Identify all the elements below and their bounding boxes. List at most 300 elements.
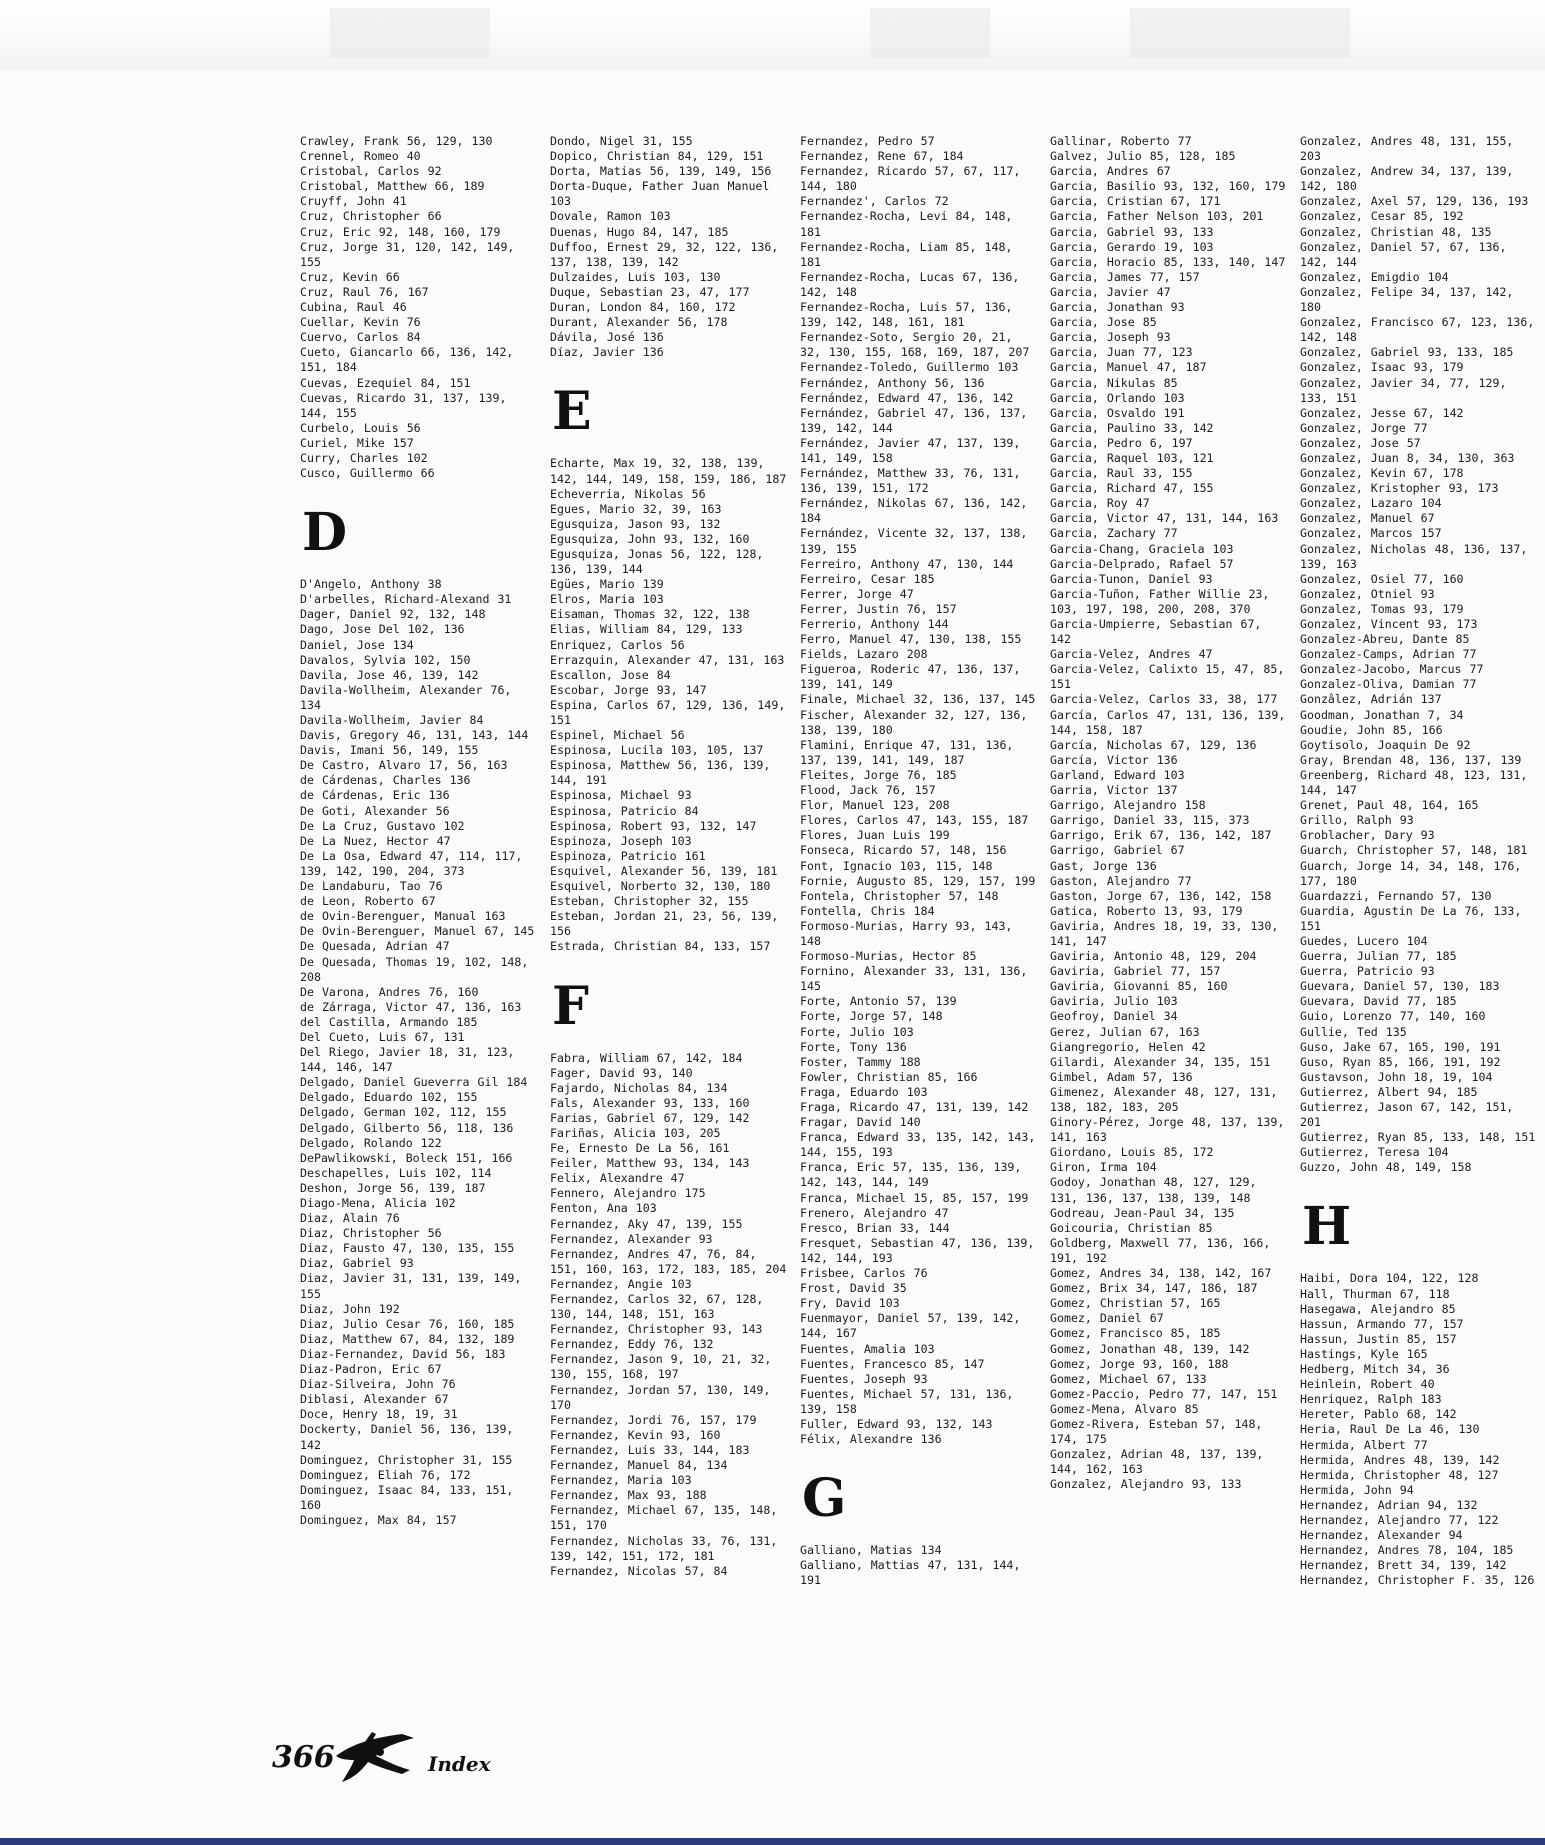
index-entry: Egusquiza, John 93, 132, 160 xyxy=(550,531,750,546)
index-entry: Goodman, Jonathan 7, 34 xyxy=(1300,707,1464,722)
index-entry: Esquivel, Alexander 56, 139, 181 xyxy=(550,863,778,878)
index-entry: Frenero, Alejandro 47 xyxy=(800,1205,949,1220)
index-entry: Curbelo, Louis 56 xyxy=(300,420,421,435)
index-entry: Gonzalez, Manuel 67 xyxy=(1300,511,1435,526)
index-entry: Dorta, Matias 56, 139, 149, 156 xyxy=(550,164,772,179)
index-entry: Gonzalez, Jesse 67, 142 xyxy=(1300,405,1464,420)
index-entry: Gonzalez, Adrian 48, 137, 139, 144, 162, 163 xyxy=(1050,1447,1264,1477)
index-entry: Fernandez-Rocha, Lucas 67, 136, 142, 148 xyxy=(800,269,1020,299)
index-entry: Gutierrez, Ryan 85, 133, 148, 151 xyxy=(1300,1130,1536,1145)
index-entry: García, Nicholas 67, 129, 136 xyxy=(1050,737,1257,752)
index-entry: Ferreiro, Cesar 185 xyxy=(800,571,935,586)
index-entry: Fontela, Christopher 57, 148 xyxy=(800,888,999,903)
index-entry: Delgado, Gilberto 56, 118, 136 xyxy=(300,1120,514,1135)
index-entry: Garcia, Osvaldo 191 xyxy=(1050,405,1185,420)
index-entry: Guzzo, John 48, 149, 158 xyxy=(1300,1160,1472,1175)
index-entry: Garcia, Gabriel 93, 133 xyxy=(1050,224,1214,239)
index-entry: Gaviria, Giovanni 85, 160 xyxy=(1050,979,1228,994)
index-entry: Garcia, Victor 47, 131, 144, 163 xyxy=(1050,511,1279,526)
index-entry: Ferrer, Jorge 47 xyxy=(800,586,914,601)
index-entry: del Castilla, Armando 185 xyxy=(300,1014,478,1029)
index-entry: Fernandez, Max 93, 188 xyxy=(550,1488,707,1503)
index-entry: Gutierrez, Jason 67, 142, 151, 201 xyxy=(1300,1100,1514,1130)
index-entry: Dovale, Ramon 103 xyxy=(550,209,671,224)
index-entry: Forte, Julio 103 xyxy=(800,1024,914,1039)
index-entry: Escobar, Jorge 93, 147 xyxy=(550,682,707,697)
index-entry: Duenas, Hugo 84, 147, 185 xyxy=(550,224,729,239)
index-entry: Fuentes, Francesco 85, 147 xyxy=(800,1356,985,1371)
index-entry: Galliano, Mattias 47, 131, 144, 191 xyxy=(800,1558,1021,1588)
index-entry: Gomez-Paccio, Pedro 77, 147, 151 xyxy=(1050,1386,1278,1401)
index-entry: Gutierrez, Teresa 104 xyxy=(1300,1145,1449,1160)
index-entry: Fernandez, Eddy 76, 132 xyxy=(550,1337,714,1352)
index-entry: Gonzalez, Gabriel 93, 133, 185 xyxy=(1300,345,1514,360)
index-entry: Hasegawa, Alejandro 85 xyxy=(1300,1301,1456,1316)
index-entry: Gonzalez-Abreu, Dante 85 xyxy=(1300,632,1470,647)
index-entry: Esteban, Jordan 21, 23, 56, 139, 156 xyxy=(550,909,779,939)
index-entry: Fernandez-Rocha, Luis 57, 136, 139, 142, 148, 161, 181 xyxy=(800,300,1013,330)
index-entry: Gonzalez, Francisco 67, 123, 136, 142, 148 xyxy=(1300,315,1535,345)
index-entry: D'arbelles, Richard-Alexand 31 xyxy=(300,592,512,607)
index-entry: Fontella, Chris 184 xyxy=(800,903,935,918)
index-entry: Formoso-Murias, Harry 93, 143, 148 xyxy=(800,918,1013,948)
index-entry: Crawley, Frank 56, 129, 130 xyxy=(300,134,493,148)
index-entry: Gomez, Brix 34, 147, 186, 187 xyxy=(1050,1281,1258,1296)
index-column-2 xyxy=(550,134,788,1579)
index-entry: Gomez-Rivera, Esteban 57, 148, 174, 175 xyxy=(1050,1416,1263,1447)
index-entry: Garcia, Jonathan 93 xyxy=(1050,300,1185,315)
index-entry: Davalos, Sylvia 102, 150 xyxy=(300,652,471,667)
index-entry: De Landaburu, Tao 76 xyxy=(300,879,443,894)
index-entry: Espinosa, Patricio 84 xyxy=(550,803,699,818)
index-entry: Gaviria, Andres 18, 19, 33, 130, 141, 147 xyxy=(1050,918,1279,948)
index-entry: Gonzalez, Otniel 93 xyxy=(1300,586,1435,601)
index-entry: Guardia, Agustin De La 76, 133, 151 xyxy=(1300,903,1522,933)
index-entry: Cueto, Giancarlo 66, 136, 142, 151, 184 xyxy=(300,345,514,375)
index-entry: Hedberg, Mitch 34, 36 xyxy=(1300,1362,1450,1377)
index-entry: Font, Ignacio 103, 115, 148 xyxy=(800,858,993,873)
index-entry: Davila, Jose 46, 139, 142 xyxy=(300,667,479,682)
index-entry: Diaz-Fernandez, David 56, 183 xyxy=(300,1346,506,1361)
index-entry: Gonzalez-Jacobo, Marcus 77 xyxy=(1300,662,1484,677)
index-entry: Enriquez, Carlos 56 xyxy=(550,637,685,652)
index-entry: De La Nuez, Hector 47 xyxy=(300,833,451,848)
index-entry: Fuentes, Michael 57, 131, 136, 139, 158 xyxy=(800,1386,1014,1416)
index-entry: Dominguez, Eliah 76, 172 xyxy=(300,1467,471,1482)
index-entry: Gonzalez, Lazaro 104 xyxy=(1300,496,1442,511)
bleed-through-mark xyxy=(1130,8,1350,58)
index-entry: Garcia, Raquel 103, 121 xyxy=(1050,450,1214,465)
index-entry: Cubina, Raul 46 xyxy=(300,300,407,315)
index-entry: Garcia, Gerardo 19, 103 xyxy=(1050,239,1214,254)
index-entry: De Quesada, Adrian 47 xyxy=(300,939,450,954)
index-entry: Garcia, Nikulas 85 xyxy=(1050,375,1178,390)
index-entry: Daniel, Jose 134 xyxy=(300,637,414,652)
index-entry: Fuenmayor, Daniel 57, 139, 142, 144, 167 xyxy=(800,1311,1021,1341)
index-entry: Franca, Edward 33, 135, 142, 143, 144, 155, 193 xyxy=(800,1130,1036,1160)
index-entry: Fernández, Anthony 56, 136 xyxy=(800,375,985,390)
index-entry: De La Osa, Edward 47, 114, 117, 139, 142, 190, 204, 373 xyxy=(300,848,523,878)
index-entry: Gomez, Michael 67, 133 xyxy=(1050,1371,1207,1386)
index-entry: Godoy, Jonathan 48, 127, 129, 131, 136, 137, 138, 139, 148 xyxy=(1050,1175,1257,1205)
index-entry: Galliano, Matias 134 xyxy=(800,1543,942,1558)
index-entry: Fernandez-Toledo, Guillermo 103 xyxy=(800,360,1019,375)
section-letter-g: G xyxy=(802,1468,847,1530)
index-entry: Fager, David 93, 140 xyxy=(550,1065,693,1080)
index-entry: Gomez, Jorge 93, 160, 188 xyxy=(1050,1356,1229,1371)
index-entry: Gonzalez, Juan 8, 34, 130, 363 xyxy=(1300,450,1515,465)
index-entry: Garcia-Chang, Graciela 103 xyxy=(1050,541,1234,556)
index-entry: Elias, William 84, 129, 133 xyxy=(550,622,743,637)
index-entry: Foster, Tammy 188 xyxy=(800,1054,921,1069)
index-entry: Garcia-Umpierre, Sebastian 67, 142 xyxy=(1050,617,1262,647)
index-entry: Formoso-Murias, Hector 85 xyxy=(800,949,977,964)
section-label: Index xyxy=(428,1752,491,1776)
index-entry: Fernandez-Soto, Sergio 20, 21, 32, 130, 155, 168, 169, 187, 207 xyxy=(800,330,1030,360)
index-entry: Garrigo, Alejandro 158 xyxy=(1050,798,1206,813)
index-entry: Gaston, Alejandro 77 xyxy=(1050,873,1192,888)
index-entry: Garrigo, Gabriel 67 xyxy=(1050,843,1185,858)
index-entry: Fischer, Alexander 32, 127, 136, 138, 139, 180 xyxy=(800,707,1028,737)
index-entry: Diaz, Alain 76 xyxy=(300,1211,400,1226)
index-entry: Guso, Ryan 85, 166, 191, 192 xyxy=(1300,1054,1501,1069)
index-entry: Félix, Alexandre 136 xyxy=(800,1432,942,1447)
index-entry: Fariñas, Alicia 103, 205 xyxy=(550,1125,721,1140)
index-entry: Fuller, Edward 93, 132, 143 xyxy=(800,1416,993,1431)
index-entry: Goicouria, Christian 85 xyxy=(1050,1220,1213,1235)
index-entry: Espina, Carlos 67, 129, 136, 149, 151 xyxy=(550,697,786,727)
index-entry: Gonzalez, Jose 57 xyxy=(1300,435,1421,450)
index-entry: Dockerty, Daniel 56, 136, 139, 142 xyxy=(300,1422,514,1452)
index-entry: Fernandez, Nicholas 33, 76, 131, 139, 142, 151, 172, 181 xyxy=(550,1533,778,1563)
index-entry: Espinosa, Robert 93, 132, 147 xyxy=(550,818,757,833)
index-entry: Hernandez, Brett 34, 139, 142 xyxy=(1300,1558,1507,1573)
index-entry: Garcia-Tunon, Daniel 93 xyxy=(1050,571,1213,586)
index-entry: Diaz, Matthew 67, 84, 132, 189 xyxy=(300,1331,515,1346)
index-entry: Dager, Daniel 92, 132, 148 xyxy=(300,607,486,622)
index-entry: D'Angelo, Anthony 38 xyxy=(300,577,442,592)
index-entry: Delgado, Eduardo 102, 155 xyxy=(300,1090,478,1105)
index-entry: Geofroy, Daniel 34 xyxy=(1050,1009,1178,1024)
index-entry: Egües, Mario 139 xyxy=(550,577,664,592)
index-entry: Dulzaides, Luis 103, 130 xyxy=(550,269,721,284)
index-entry: Goldberg, Maxwell 77, 136, 166, 191, 192 xyxy=(1050,1235,1271,1265)
index-entry: Cuervo, Carlos 84 xyxy=(300,330,421,345)
index-entry: Gonzalez, Tomas 93, 179 xyxy=(1300,601,1464,616)
index-entry: Guso, Jake 67, 165, 190, 191 xyxy=(1300,1039,1501,1054)
index-entry: Fornie, Augusto 85, 129, 157, 199 xyxy=(800,873,1036,888)
index-entry: Gutierrez, Albert 94, 185 xyxy=(1300,1084,1478,1099)
index-entry: Echeverria, Nikolas 56 xyxy=(550,486,706,501)
index-entry: Guedes, Lucero 104 xyxy=(1300,933,1428,948)
index-entry: Diaz-Padron, Eric 67 xyxy=(300,1362,442,1377)
index-entry: Fernandez, Luis 33, 144, 183 xyxy=(550,1442,750,1457)
index-entry: Cuellar, Kevin 76 xyxy=(300,315,421,330)
index-entry: Garcia, Zachary 77 xyxy=(1050,526,1178,541)
index-entry: Gaviria, Julio 103 xyxy=(1050,994,1178,1009)
index-column-4 xyxy=(1050,134,1288,1492)
index-entry: Fernandez, Alexander 93 xyxy=(550,1231,713,1246)
index-entry: Hernandez, Alexander 94 xyxy=(1300,1528,1463,1543)
index-entry: Garcia, Roy 47 xyxy=(1050,496,1150,511)
index-entry: Deshon, Jorge 56, 139, 187 xyxy=(300,1180,486,1195)
index-entry: DePawlikowski, Boleck 151, 166 xyxy=(300,1150,513,1165)
index-entry: Cruz, Raul 76, 167 xyxy=(300,284,429,299)
index-entry: Gonzalez, Vincent 93, 173 xyxy=(1300,617,1478,631)
index-entry: Diaz, Gabriel 93 xyxy=(300,1256,414,1271)
index-entry: Garcia-Tuñon, Father Willie 23, 103, 197, 198, 200, 208, 370 xyxy=(1050,586,1270,616)
index-entry: Farias, Gabriel 67, 129, 142 xyxy=(550,1110,750,1125)
index-entry: Guardazzi, Fernando 57, 130 xyxy=(1300,888,1492,903)
index-entry: Ferrerio, Anthony 144 xyxy=(800,617,949,631)
index-entry: Hastings, Kyle 165 xyxy=(1300,1346,1428,1361)
index-entry: de Cárdenas, Eric 136 xyxy=(300,788,450,803)
index-entry: Fernández, Edward 47, 136, 142 xyxy=(800,390,1014,405)
index-entry: Cruz, Kevin 66 xyxy=(300,269,400,284)
index-entry: García, Victor 136 xyxy=(1050,752,1178,767)
index-entry: Garcia, Orlando 103 xyxy=(1050,390,1185,405)
index-entry: Dorta-Duque, Father Juan Manuel 103 xyxy=(550,179,770,209)
index-entry: Cruz, Eric 92, 148, 160, 179 xyxy=(300,224,501,239)
index-entry: Delgado, Rolando 122 xyxy=(300,1135,442,1150)
index-entry: Guevara, David 77, 185 xyxy=(1300,994,1457,1009)
index-entry: Fennero, Alejandro 175 xyxy=(550,1186,706,1201)
index-entry: Gomez, Andres 34, 138, 142, 167 xyxy=(1050,1266,1272,1281)
index-entry: Dominguez, Isaac 84, 133, 151, 160 xyxy=(300,1482,514,1512)
index-entry: Henriquez, Ralph 183 xyxy=(1300,1392,1442,1407)
index-entry: Guarch, Christopher 57, 148, 181 xyxy=(1300,843,1528,858)
index-entry: Groblacher, Dary 93 xyxy=(1300,828,1435,843)
index-entry: Fernandez, Ricardo 57, 67, 117, 144, 180 xyxy=(800,164,1021,194)
index-entry: de Leon, Roberto 67 xyxy=(300,894,436,909)
index-entry: Gonzalez, Isaac 93, 179 xyxy=(1300,360,1464,375)
index-entry: Garcia, Juan 77, 123 xyxy=(1050,345,1193,360)
index-entry: Crennel, Romeo 40 xyxy=(300,149,421,164)
index-entry: Diaz, Christopher 56 xyxy=(300,1226,442,1241)
index-entry: Fernandez, Jason 9, 10, 21, 32, 130, 155, 168, 197 xyxy=(550,1352,772,1382)
index-entry: Guerra, Julian 77, 185 xyxy=(1300,949,1457,964)
index-entry: Fuentes, Joseph 93 xyxy=(800,1371,928,1386)
index-entry: Ferro, Manuel 47, 130, 138, 155 xyxy=(800,632,1022,647)
index-entry: De Varona, Andres 76, 160 xyxy=(300,984,479,999)
index-entry: Fernandez', Carlos 72 xyxy=(800,194,949,209)
index-entry: Gonzalez, Osiel 77, 160 xyxy=(1300,571,1464,586)
index-entry: Gast, Jorge 136 xyxy=(1050,858,1157,873)
index-entry: De Goti, Alexander 56 xyxy=(300,803,450,818)
index-entry: Dominguez, Max 84, 157 xyxy=(300,1512,457,1527)
index-entry: Duran, London 84, 160, 172 xyxy=(550,300,736,315)
index-entry: Finale, Michael 32, 136, 137, 145 xyxy=(800,692,1036,707)
index-entry: Guio, Lorenzo 77, 140, 160 xyxy=(1300,1009,1486,1024)
index-entry: Dávila, José 136 xyxy=(550,330,664,345)
index-entry: Fowler, Christian 85, 166 xyxy=(800,1069,978,1084)
index-entry: Gimenez, Alexander 48, 127, 131, 138, 182, 183, 205 xyxy=(1050,1084,1278,1114)
index-entry: Gonzalez, Marcos 157 xyxy=(1300,526,1442,541)
index-entry: Deschapelles, Luis 102, 114 xyxy=(300,1165,492,1180)
index-entry: Fernandez, Angie 103 xyxy=(550,1276,692,1291)
index-entry: Fernandez, Jordan 57, 130, 149, 170 xyxy=(550,1382,771,1412)
index-entry: Fernández, Nikolas 67, 136, 142, 184 xyxy=(800,496,1028,526)
index-entry: Giangregorio, Helen 42 xyxy=(1050,1039,1206,1054)
index-entry: Hernandez, Adrian 94, 132 xyxy=(1300,1497,1478,1512)
index-entry: Del Cueto, Luis 67, 131 xyxy=(300,1029,465,1044)
index-entry: Fernandez, Nicolas 57, 84 xyxy=(550,1563,728,1578)
index-entry: Garrigo, Erik 67, 136, 142, 187 xyxy=(1050,828,1272,843)
index-entry: Davila-Wollheim, Javier 84 xyxy=(300,713,484,727)
index-entry: Gerez, Julian 67, 163 xyxy=(1050,1024,1200,1039)
index-entry: Cristobal, Matthew 66, 189 xyxy=(300,179,485,194)
index-entry: Gonzalez-Oliva, Damian 77 xyxy=(1300,677,1477,692)
index-entry: Garcia-Velez, Andres 47 xyxy=(1050,647,1213,662)
index-entry: Gaston, Jorge 67, 136, 142, 158 xyxy=(1050,888,1272,903)
index-entry: Goytisolo, Joaquin De 92 xyxy=(1300,737,1471,752)
index-entry: Garcia, Richard 47, 155 xyxy=(1050,481,1214,496)
index-entry: Garcia, Horacio 85, 133, 140, 147 xyxy=(1050,254,1286,269)
index-entry: Gonzâlez, Adrián 137 xyxy=(1300,692,1442,707)
index-entry: Grillo, Ralph 93 xyxy=(1300,813,1414,828)
index-entry: Hermida, Andres 48, 139, 142 xyxy=(1300,1452,1500,1467)
index-entry: Gomez, Jonathan 48, 139, 142 xyxy=(1050,1341,1250,1356)
index-entry: Garcia, Paulino 33, 142 xyxy=(1050,420,1214,435)
index-entry: Gaviria, Antonio 48, 129, 204 xyxy=(1050,949,1257,964)
index-entry: Garrigo, Daniel 33, 115, 373 xyxy=(1050,813,1250,828)
index-entry: Fernandez, Aky 47, 139, 155 xyxy=(550,1216,743,1231)
index-entry: Diaz, Julio Cesar 76, 160, 185 xyxy=(300,1316,515,1331)
index-entry: Fernandez, Pedro 57 xyxy=(800,134,935,148)
index-entry: Gonzalez, Daniel 57, 67, 136, 142, 144 xyxy=(1300,239,1507,269)
index-entry: Fernandez, Kevin 93, 160 xyxy=(550,1427,721,1442)
index-entry: de Zárraga, Victor 47, 136, 163 xyxy=(300,999,522,1014)
brush-stroke-emblem-icon xyxy=(332,1726,418,1786)
index-entry: De La Cruz, Gustavo 102 xyxy=(300,818,465,833)
index-entry: Hermida, John 94 xyxy=(1300,1482,1414,1497)
index-entry: Gonzalez, Kevin 67, 178 xyxy=(1300,466,1464,481)
index-entry: Garria, Victor 137 xyxy=(1050,783,1178,798)
index-entry: Garcia, Pedro 6, 197 xyxy=(1050,435,1193,450)
index-entry: Frost, David 35 xyxy=(800,1281,907,1296)
index-entry: Garcia-Velez, Carlos 33, 38, 177 xyxy=(1050,692,1278,707)
index-entry: Espinel, Michael 56 xyxy=(550,728,685,743)
index-entry: Fleites, Jorge 76, 185 xyxy=(800,767,957,782)
index-entry: Diaz-Silveira, John 76 xyxy=(300,1377,456,1392)
index-entry: Gonzalez, Andrew 34, 137, 139, 142, 180 xyxy=(1300,164,1514,194)
index-entry: Garcia, Joseph 93 xyxy=(1050,330,1171,345)
index-entry: Garcia-Delprado, Rafael 57 xyxy=(1050,556,1234,571)
index-entry: Davila-Wollheim, Alexander 76, 134 xyxy=(300,682,512,712)
index-entry: Gonzalez, Emigdio 104 xyxy=(1300,269,1449,284)
index-entry: Fernandez, Christopher 93, 143 xyxy=(550,1322,763,1337)
index-entry: Espinosa, Lucila 103, 105, 137 xyxy=(550,743,764,758)
index-entry: Fernandez, Carlos 32, 67, 128, 130, 144, 148, 151, 163 xyxy=(550,1292,764,1322)
index-entry: Forte, Antonio 57, 139 xyxy=(800,994,957,1009)
index-entry: Gonzalez-Camps, Adrian 77 xyxy=(1300,647,1477,662)
index-entry: Esteban, Christopher 32, 155 xyxy=(550,894,749,909)
index-entry: Gatica, Roberto 13, 93, 179 xyxy=(1050,903,1243,918)
index-entry: Egusquiza, Jonas 56, 122, 128, 136, 139, 144 xyxy=(550,546,764,577)
index-entry: Diblasi, Alexander 67 xyxy=(300,1392,449,1407)
index-entry: Diago-Mena, Alicia 102 xyxy=(300,1196,456,1210)
index-entry: Guarch, Jorge 14, 34, 148, 176, 177, 180 xyxy=(1300,858,1522,888)
index-entry: Gonzalez, Cesar 85, 192 xyxy=(1300,209,1464,224)
index-entry: Garcia, Andres 67 xyxy=(1050,164,1171,179)
index-entry: Flamini, Enrique 47, 131, 136, 137, 139, 141, 149, 187 xyxy=(800,737,1014,767)
page-bottom-edge xyxy=(0,1838,1545,1845)
index-entry: Forte, Jorge 57, 148 xyxy=(800,1009,943,1024)
index-entry: Franca, Michael 15, 85, 157, 199 xyxy=(800,1190,1029,1205)
index-entry: Gustavson, John 18, 19, 104 xyxy=(1300,1069,1493,1084)
index-entry: Fuentes, Amalia 103 xyxy=(800,1341,935,1356)
index-entry: Ferreiro, Anthony 47, 130, 144 xyxy=(800,556,1014,571)
index-entry: De Ovin-Berenguer, Manuel 67, 145 xyxy=(300,924,535,939)
index-entry: Guerra, Patricio 93 xyxy=(1300,964,1435,979)
index-entry: Fernandez, Manuel 84, 134 xyxy=(550,1458,728,1473)
index-entry: Fabra, William 67, 142, 184 xyxy=(550,1050,743,1065)
index-entry: Doce, Henry 18, 19, 31 xyxy=(300,1407,458,1422)
index-entry: Gonzalez, Javier 34, 77, 129, 133, 151 xyxy=(1300,375,1507,405)
index-entry: Cuevas, Ricardo 31, 137, 139, 144, 155 xyxy=(300,390,507,420)
index-entry: Duque, Sebastian 23, 47, 177 xyxy=(550,284,750,299)
index-entry: Elros, Maria 103 xyxy=(550,592,664,607)
section-letter-e: E xyxy=(552,381,592,443)
index-entry: Frisbee, Carlos 76 xyxy=(800,1266,928,1281)
index-entry: Haibi, Dora 104, 122, 128 xyxy=(1300,1271,1479,1286)
index-entry: Cristobal, Carlos 92 xyxy=(300,164,442,179)
index-entry: Cruyff, John 41 xyxy=(300,194,407,209)
index-entry: Fals, Alexander 93, 133, 160 xyxy=(550,1095,750,1110)
section-letter-d: D xyxy=(302,502,348,564)
index-entry: Fresquet, Sebastian 47, 136, 139, 142, 144, 193 xyxy=(800,1235,1035,1265)
index-entry: Dominguez, Christopher 31, 155 xyxy=(300,1452,513,1467)
index-entry: Cusco, Guillermo 66 xyxy=(300,466,435,481)
index-entry: Gonzalez, Nicholas 48, 136, 137, 139, 163 xyxy=(1300,541,1528,571)
index-entry: Fernandez-Rocha, Liam 85, 148, 181 xyxy=(800,239,1013,269)
page-number: 366 xyxy=(272,1740,335,1775)
index-entry: Garcia, Manuel 47, 187 xyxy=(1050,360,1207,375)
index-entry: Gaviria, Gabriel 77, 157 xyxy=(1050,964,1221,979)
index-entry: Gonzalez, Axel 57, 129, 136, 193 xyxy=(1300,194,1529,209)
index-entry: García, Carlos 47, 131, 136, 139, 144, 158, 187 xyxy=(1050,707,1286,737)
index-entry: Flor, Manuel 123, 208 xyxy=(800,798,950,813)
index-entry: de Ovin-Berenguer, Manual 163 xyxy=(300,909,506,924)
index-entry: Garcia, Cristian 67, 171 xyxy=(1050,194,1221,209)
page-top-band xyxy=(0,0,1545,70)
index-entry: Fonseca, Ricardo 57, 148, 156 xyxy=(800,843,1007,858)
index-entry: Figueroa, Roderic 47, 136, 137, 139, 141, 149 xyxy=(800,662,1021,692)
index-entry: Hernandez, Christopher F. 35, 126 xyxy=(1300,1573,1535,1588)
index-entry: Dopico, Christian 84, 129, 151 xyxy=(550,149,764,164)
index-entry: Fernandez, Maria 103 xyxy=(550,1473,692,1488)
index-entry: Hereter, Pablo 68, 142 xyxy=(1300,1407,1457,1422)
index-entry: Galvez, Julio 85, 128, 185 xyxy=(1050,149,1236,164)
index-entry: Fe, Ernesto De La 56, 161 xyxy=(550,1141,730,1156)
index-entry: Franca, Eric 57, 135, 136, 139, 142, 143, 144, 149 xyxy=(800,1160,1022,1190)
index-entry: Garcia, Jose 85 xyxy=(1050,315,1157,330)
index-entry: Gonzalez, Andres 48, 131, 155, 203 xyxy=(1300,134,1514,164)
index-entry: Guevara, Daniel 57, 130, 183 xyxy=(1300,979,1500,994)
index-entry: Gray, Brendan 48, 136, 137, 139 xyxy=(1300,752,1522,767)
index-entry: Heria, Raul De La 46, 130 xyxy=(1300,1422,1480,1437)
index-entry: Garcia, Father Nelson 103, 201 xyxy=(1050,209,1264,224)
index-entry: Fernandez-Rocha, Levi 84, 148, 181 xyxy=(800,209,1013,239)
index-entry: Garland, Edward 103 xyxy=(1050,767,1185,782)
index-entry: Hassun, Justin 85, 157 xyxy=(1300,1331,1457,1346)
index-entry: Diaz, John 192 xyxy=(300,1301,400,1316)
index-entry: Garcia, Raul 33, 155 xyxy=(1050,466,1193,481)
index-entry: Fernández, Javier 47, 137, 139, 141, 149, 158 xyxy=(800,435,1021,465)
index-entry: Fernandez, Andres 47, 76, 84, 151, 160, 163, 172, 183, 185, 204 xyxy=(550,1246,787,1276)
index-entry: Garcia, James 77, 157 xyxy=(1050,269,1200,284)
index-entry: Flores, Juan Luis 199 xyxy=(800,828,950,843)
